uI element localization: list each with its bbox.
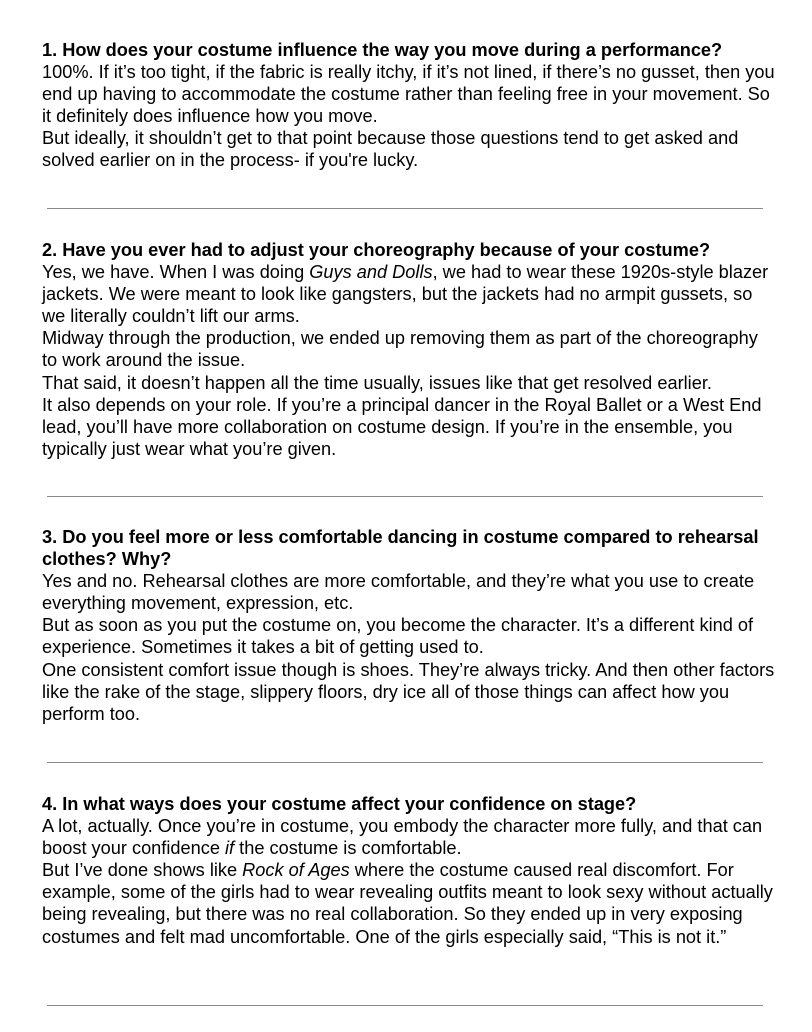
answer-3-paragraph-2: But as soon as you put the costume on, you become the character. It’s a different kind of experience. Sometimes it takes a bit of getting used to. <box>42 615 754 658</box>
answer-4-text-a: A lot, actually. Once you’re in costume, you embody the character more fully, and that can boost your confidence <box>42 816 763 859</box>
answer-2-text-a: Yes, we have. When I was doing <box>42 262 310 283</box>
answer-1-paragraph-1: 100%. If it’s too tight, if the fabric is really itchy, if it’s not lined, if there’s no gusset, then you end up having to accommodate the costume rather than feeling free in your movement. So it definitely does influence how you move. <box>42 62 775 127</box>
show-title-rock-of-ages: Rock of Ages <box>242 860 350 881</box>
show-title-guys-and-dolls: Guys and Dolls <box>309 262 433 283</box>
emphasis-if: if <box>225 838 235 859</box>
answer-4-text-d: where the costume caused real discomfort. For example, some of the girls had to wear revealing outfits meant to look sexy without actually being revealing, but there was no real collaboration. So they ended up in very exposing costumes and felt mad uncomfortable. One of the girls especially said, “This is not it.” <box>42 860 773 947</box>
question-4: 4. In what ways does your costume affect your confidence on stage? <box>42 794 637 814</box>
answer-2-text-b: , we had to wear these 1920s-style blazer jackets. We were meant to look like gangsters, but the jackets had no armpit gussets, so we literally couldn’t lift our arms. <box>42 262 769 327</box>
answer-2-paragraph-4: It also depends on your role. If you’re a principal dancer in the Royal Ballet or a West End lead, you’ll have more collaboration on costume design. If you’re in the ensemble, you typically just wear what you’re given. <box>42 394 762 459</box>
qa-block-4 <box>42 793 777 948</box>
answer-3-paragraph-1: Yes and no. Rehearsal clothes are more comfortable, and they’re what you use to create everything movement, expression, etc. <box>42 571 755 614</box>
divider-3 <box>47 762 763 763</box>
question-2: 2. Have you ever had to adjust your choreography because of your costume? <box>42 240 711 260</box>
answer-3-paragraph-3: One consistent comfort issue though is shoes. They’re always tricky. And then other factors like the rake of the stage, slippery floors, dry ice all of those things can affect how you perform too. <box>42 659 775 724</box>
answer-2-paragraph-1 <box>42 261 777 327</box>
qa-block-3 <box>42 526 777 725</box>
answer-2-paragraph-3: That said, it doesn’t happen all the time usually, issues like that get resolved earlier. <box>42 372 712 393</box>
answer-4-paragraph-2 <box>42 859 777 947</box>
answer-4-text-b: the costume is comfortable. <box>234 838 462 859</box>
qa-block-2 <box>42 239 777 460</box>
divider-4 <box>47 1005 763 1006</box>
answer-2-paragraph-2: Midway through the production, we ended up removing them as part of the choreography to work around the issue. <box>42 328 758 371</box>
divider-1 <box>47 208 763 209</box>
divider-2 <box>47 496 763 497</box>
answer-4-text-c: But I’ve done shows like <box>42 860 243 881</box>
answer-1-paragraph-2: But ideally, it shouldn’t get to that point because those questions tend to get asked and solved earlier on in the process- if you're lucky. <box>42 128 739 171</box>
question-3: 3. Do you feel more or less comfortable dancing in costume compared to rehearsal clothes? Why? <box>42 527 759 570</box>
answer-4-paragraph-1 <box>42 815 777 859</box>
qa-block-1 <box>42 39 777 172</box>
question-1: 1. How does your costume influence the way you move during a performance? <box>42 40 723 60</box>
